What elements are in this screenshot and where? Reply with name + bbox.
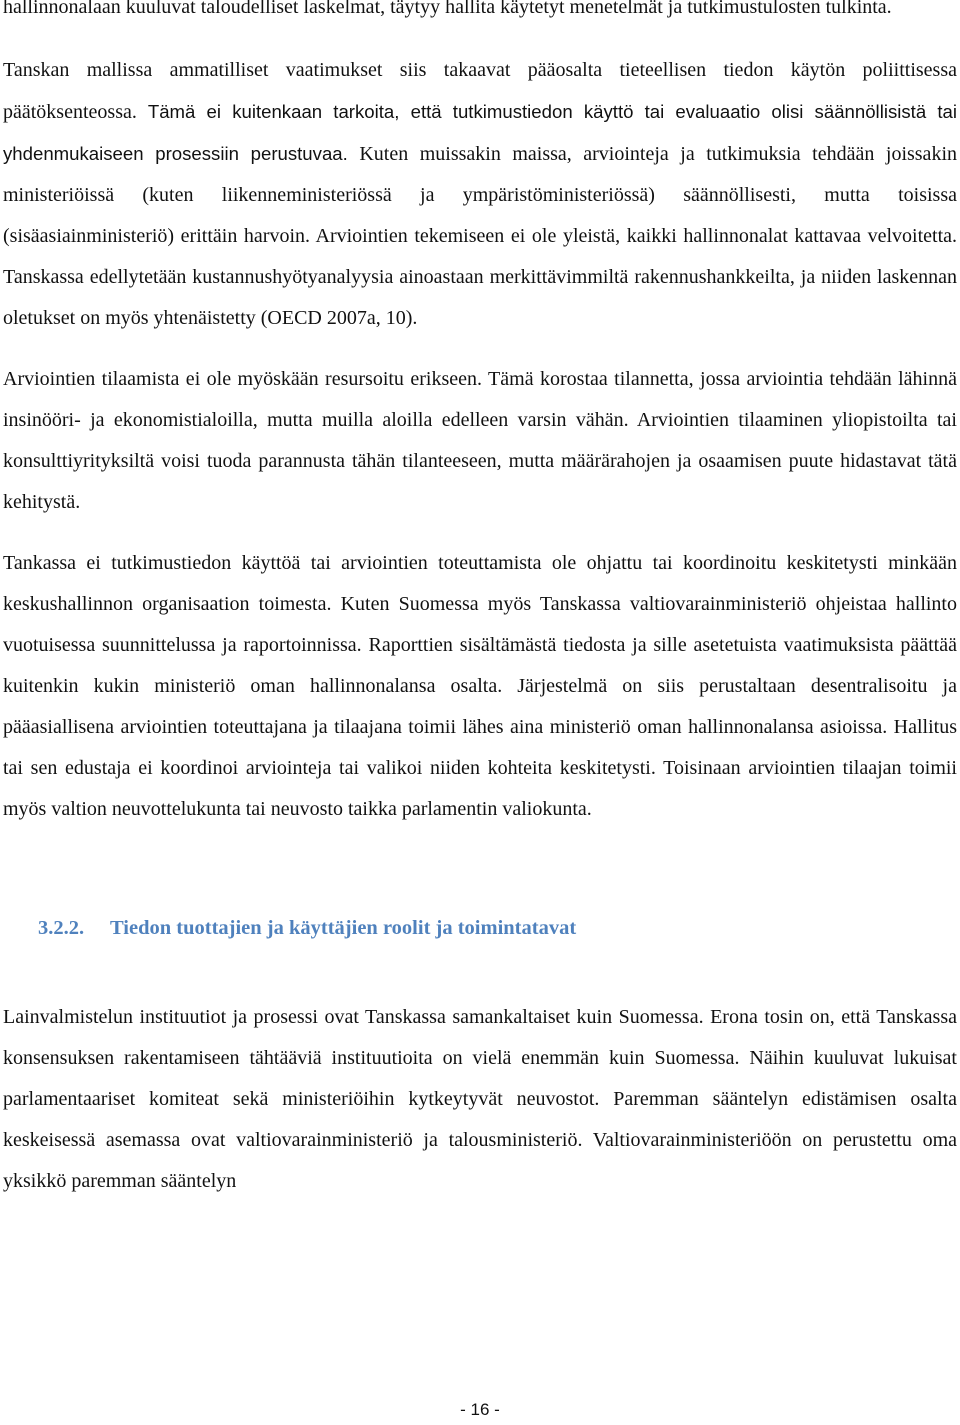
paragraph-segment-sans: Tämä ei kuitenkaan tarkoita, että tutkimustiedon käyttö tai evaluaatio olisi säännöllisistä tai yhdenmukaiseen prosessiin perustuvaa. xyxy=(3,101,957,164)
paragraph-continuation: hallinnonalaan kuuluvat taloudelliset laskelmat, täytyy hallita käytetyt menetelmät ja tutkimustulosten tulkinta. xyxy=(3,0,892,18)
document-page xyxy=(3,0,957,1202)
paragraph-segment: Tanskan mallissa ammatilliset vaatimukset siis takaavat pääosalta tieteellisen tiedon käytön poliittisessa päätöksenteossa. xyxy=(3,59,957,123)
paragraph-legislation: Lainvalmistelun instituutiot ja prosessi ovat Tanskassa samankaltaiset kuin Suomessa. Erona tosin on, että Tanskassa konsensuksen rakentamiseen tähtääviä instituutioita on vielä enemmän kuin Suomessa. Näihin kuuluvat lukuisat parlamentaariset komiteat sekä ministeriöihin kytkeytyvät neuvostot. Paremman sääntelyn edistämisen osalta keskeisessä asemassa ovat valtiovarainministeriö ja talousministeriö. Valtiovarainministeriöön on perustettu oma yksikkö paremman sääntelyn xyxy=(3,1006,957,1192)
paragraph-coordination: Tankassa ei tutkimustiedon käyttöä tai arviointien toteuttamista ole ohjattu tai koordinoitu keskitetysti minkään keskushallinnon organisaation toimesta. Kuten Suomessa myös Tanskassa valtiovarainministeriö ohjeistaa hallinto vuotuisessa suunnittelussa ja raportoinnissa. Raporttien sisältämästä tiedosta ja sille asetetuista vaatimuksista päättää kuitenkin kukin ministeriö oman hallinnonalansa osalta. Järjestelmä on siis perustaltaan desentralisoitu ja pääasiallisena arviointien toteuttajana ja tilaajana toimii lähes aina ministeriö oman hallinnonalansa asioissa. Hallitus tai sen edustaja ei koordinoi arviointeja tai valikoi niiden kohteita keskitetysti. Toisinaan arviointien tilaajan toimii myös valtion neuvottelukunta tai neuvosto taikka parlamentin valiokunta. xyxy=(3,552,957,820)
section-number: 3.2.2. xyxy=(38,917,85,939)
paragraph-segment: Kuten muissakin maissa, arviointeja ja tutkimuksia tehdään joissakin ministeriöissä (kuten liikenneministeriössä ja ympäristöministeriössä) säännöllisesti, mutta toisissa (sisäasiainministeriö) erittäin harvoin. Arviointien tekemiseen ei ole yleistä, kaikki hallinnonalat kattavaa velvoitetta. Tanskassa edellytetään kustannushyötyanalyysia ainoastaan merkittävimmiltä rakennushankkeilta, ja niiden laskennan oletukset on myös yhtenäistetty (OECD 2007a, 10). xyxy=(3,143,957,329)
paragraph-danish-model xyxy=(3,50,957,339)
section-heading xyxy=(3,908,957,949)
paragraph-evaluation-funding: Arviointien tilaamista ei ole myöskään resursoitu erikseen. Tämä korostaa tilannetta, jossa arviointia tehdään lähinnä insinööri- ja ekonomistialoilla, mutta muilla aloilla edelleen varsin vähän. Arviointien tilaaminen yliopistoilta tai konsulttiyrityksiltä voisi tuoda parannusta tähän tilanteeseen, mutta määrärahojen ja osaamisen puute hidastavat tätä kehitystä. xyxy=(3,368,957,513)
page-number: - 16 - xyxy=(460,1400,500,1419)
section-title: Tiedon tuottajien ja käyttäjien roolit ja toimintatavat xyxy=(110,917,577,939)
